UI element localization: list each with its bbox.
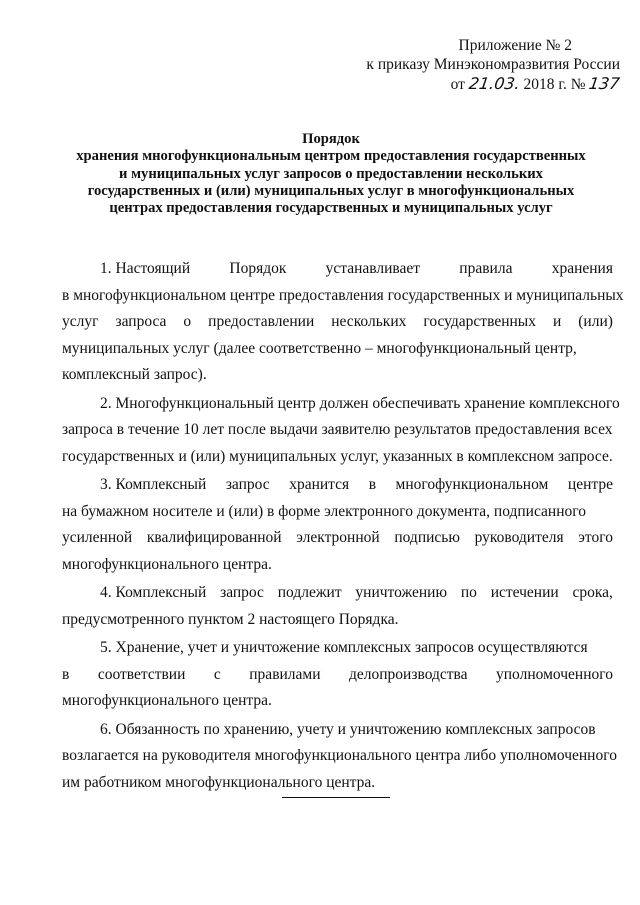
handwritten-date: 21.03. [467,74,522,93]
paragraph-1 [62,256,624,389]
text-line: многофункционального центра. [62,555,272,573]
text-line: на бумажном носителе и (или) в форме электронного документа, подписанного [62,502,586,520]
paragraph-2 [62,391,620,471]
justified-line: 4. Комплексный запрос подлежит уничтожению по истечении срока, [100,584,613,601]
document-title [40,131,622,217]
text-line: предусмотренного пунктом 2 настоящего Порядка. [62,610,399,628]
text-line: им работником многофункционального центра. [62,773,376,791]
paragraph-6 [62,717,617,797]
appendix-number: Приложение № 2 [458,37,572,54]
justified-line: 3. Комплексный запрос хранится в многофункциональном центре [100,476,613,493]
text-line: запроса в течение 10 лет после выдачи заявителю результатов предоставления всех [62,421,613,438]
text-line: 6. Обязанность по хранению, учету и уничтожению комплексных запросов [100,720,596,738]
order-reference: к приказу Минэкономразвития России [366,56,620,73]
paragraph-5 [62,635,613,715]
justified-line: 1. Настоящий Порядок устанавливает правила хранения [100,260,613,277]
handwritten-order-number: 137 [588,74,622,93]
text-line: в многофункциональном центре предоставления государственных и муниципальных [62,286,624,304]
title-heading: Порядок [302,131,360,147]
order-date-line: от 21.03. 2018 г. № 137 [450,74,622,93]
text-line: многофункционального центра. [62,692,272,709]
closing-divider [282,797,390,798]
title-line: центрах предоставления государственных и муниципальных услуг [109,200,553,217]
text-line: 2. Многофункциональный центр должен обеспечивать хранение комплексного [100,394,620,412]
justified-line: услуг запроса о предоставлении нескольких государственных и (или) [62,313,613,330]
justified-line: в соответствии с правилами делопроизводства уполномоченного [62,665,613,683]
title-line: хранения многофункциональным центром предоставления государственных [76,148,586,165]
text-line: государственных и (или) муниципальных услуг, указанных в комплексном запросе. [62,447,613,465]
text-line: возлагается на руководителя многофункционального центра либо уполномоченного [62,747,617,764]
text-line: комплексный запрос). [62,366,207,383]
paragraph-3 [62,472,613,578]
document-body [62,256,624,796]
title-line: государственных и (или) муниципальных услуг в многофункциональных [87,182,575,199]
text-line: муниципальных услуг (далее соответственно – многофункциональный центр, [62,339,577,357]
justified-line: усиленной квалифицированной электронной подписью руководителя этого [62,529,613,546]
paragraph-4 [62,580,613,633]
text-line: 5. Хранение, учет и уничтожение комплексных запросов осуществляются [100,639,588,656]
appendix-header [340,36,620,94]
title-line: и муниципальных услуг запросов о предоставлении нескольких [119,165,543,182]
